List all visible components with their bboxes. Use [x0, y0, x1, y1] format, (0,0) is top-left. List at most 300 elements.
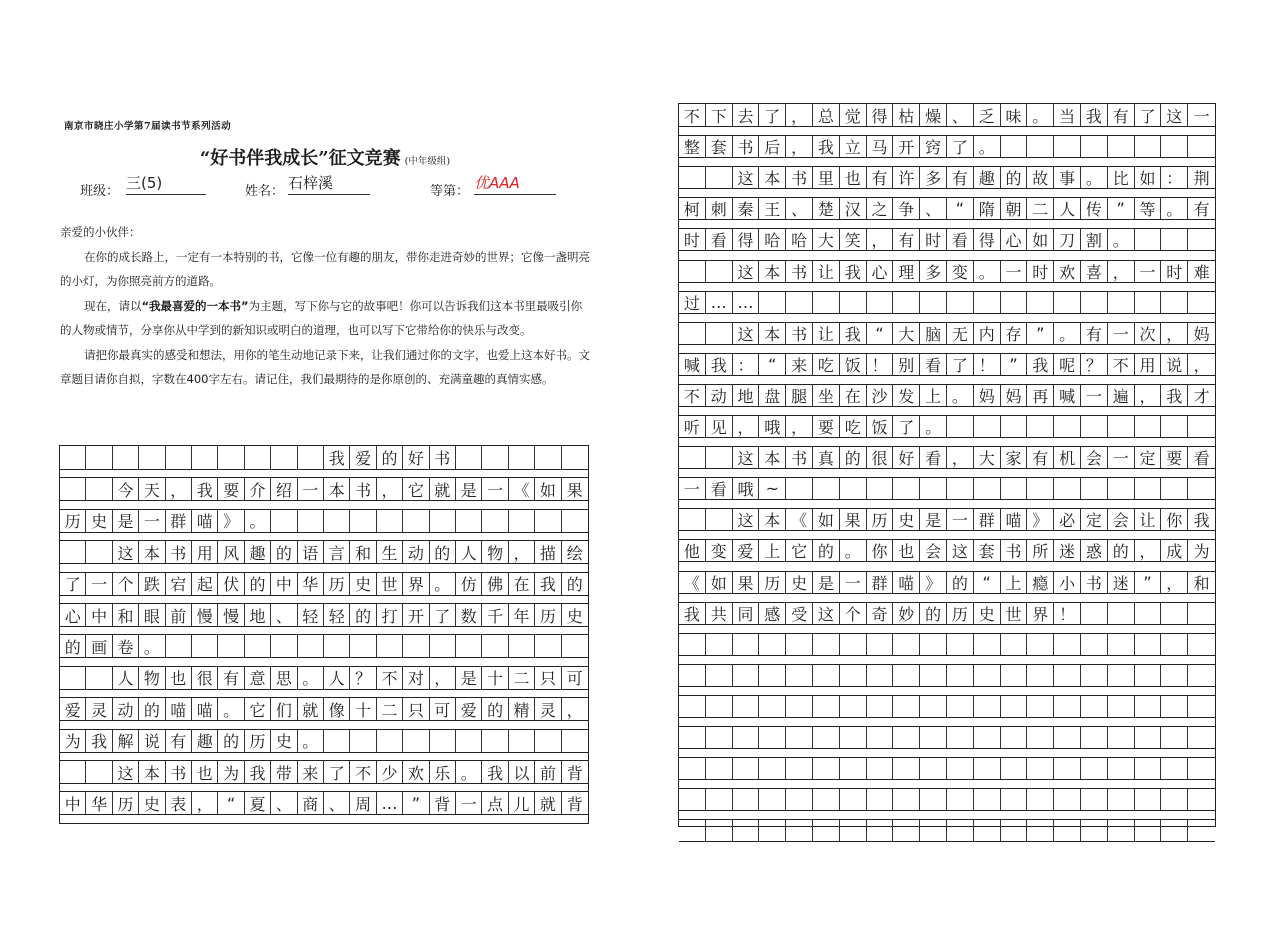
- essay-cell: [324, 510, 350, 532]
- essay-cell: [86, 761, 112, 783]
- essay-row: [679, 260, 1215, 283]
- essay-cell: [113, 446, 139, 469]
- essay-cell: 这: [113, 541, 139, 563]
- essay-cell: 介: [245, 478, 271, 500]
- essay-cell: 人: [324, 667, 350, 689]
- essay-cell: 味: [1001, 104, 1028, 126]
- essay-cell: [1135, 292, 1162, 313]
- essay-cell: [1001, 789, 1028, 810]
- essay-cell: 点: [482, 792, 508, 814]
- essay-cell: 的: [840, 447, 867, 468]
- essay-cell: [1081, 820, 1108, 841]
- essay-cell: 少: [377, 761, 403, 783]
- prompt-theme: “我最喜爱的一本书”: [141, 298, 249, 313]
- essay-cell: 这: [733, 509, 760, 530]
- essay-cell: 机: [1054, 447, 1081, 468]
- essay-cell: 商: [298, 792, 324, 814]
- essay-row: [60, 760, 588, 784]
- essay-cell: 我: [813, 136, 840, 157]
- essay-cell: ：: [1161, 167, 1188, 188]
- essay-cell: [1001, 478, 1028, 499]
- essay-cell: 一: [1108, 447, 1135, 468]
- essay-cell: 上: [759, 540, 786, 561]
- essay-cell: 也: [840, 167, 867, 188]
- essay-cell: 历: [245, 730, 271, 752]
- essay-cell: [679, 634, 706, 655]
- essay-cell: [1027, 758, 1054, 779]
- essay-cell: 今: [113, 478, 139, 500]
- essay-cell: 乐: [430, 761, 456, 783]
- essay-cell: [893, 696, 920, 717]
- essay-cell: 一: [139, 510, 165, 532]
- essay-cell: 周: [350, 792, 376, 814]
- essay-cell: 这: [733, 323, 760, 344]
- essay-cell: [1027, 665, 1054, 686]
- essay-cell: [1027, 789, 1054, 810]
- essay-cell: 有: [867, 167, 894, 188]
- essay-cell: 要: [1161, 447, 1188, 468]
- essay-cell: [759, 758, 786, 779]
- essay-cell: [1135, 820, 1162, 841]
- essay-cell: 画: [86, 635, 112, 657]
- essay-cell: 本: [759, 167, 786, 188]
- essay-row: [679, 633, 1215, 656]
- essay-cell: 历: [759, 572, 786, 593]
- essay-cell: [298, 635, 324, 657]
- essay-cell: 了: [947, 354, 974, 375]
- essay-cell: 哈: [759, 229, 786, 250]
- essay-cell: 时: [920, 229, 947, 250]
- essay-row: [679, 446, 1215, 469]
- essay-cell: [733, 820, 760, 841]
- essay-cell: ，: [733, 416, 760, 437]
- essay-cell: 。: [947, 385, 974, 406]
- essay-cell: 和: [113, 604, 139, 626]
- essay-cell: [192, 446, 218, 469]
- essay-cell: 爱: [60, 698, 86, 720]
- essay-cell: 年: [509, 604, 535, 626]
- essay-cell: 史: [566, 606, 583, 626]
- essay-cell: [403, 730, 429, 752]
- essay-cell: [679, 167, 706, 188]
- essay-cell: 二: [1027, 198, 1054, 219]
- essay-cell: [1027, 478, 1054, 499]
- essay-cell: 有: [1193, 200, 1210, 220]
- essay-row: [60, 509, 588, 533]
- prompt-paragraph-1: 在你的成长路上，一定有一本特别的书，它像一位有趣的朋友，带你走进奇妙的世界；它像一盏明亮的小灯，为你照亮前方的道路。: [60, 249, 590, 288]
- essay-cell: ”: [403, 792, 429, 814]
- essay-cell: 割: [1081, 229, 1108, 250]
- essay-cell: [1161, 136, 1188, 157]
- essay-cell: 次: [1135, 323, 1162, 344]
- contest-group: (中年级组): [404, 156, 451, 167]
- essay-cell: 让: [1135, 509, 1162, 530]
- essay-cell: 存: [1001, 323, 1028, 344]
- essay-cell: [403, 510, 429, 532]
- essay-cell: 灵: [86, 698, 112, 720]
- essay-cell: 会: [1081, 447, 1108, 468]
- essay-cell: ，: [947, 447, 974, 468]
- essay-cell: [840, 758, 867, 779]
- essay-cell: 背: [566, 763, 583, 783]
- essay-cell: [974, 727, 1001, 748]
- essay-cell: 宕: [166, 573, 192, 595]
- essay-cell: 的: [60, 635, 86, 657]
- essay-cell: [813, 292, 840, 313]
- class-value: 三(5): [126, 172, 206, 195]
- essay-cell: 历: [947, 603, 974, 624]
- essay-cell: 隋: [974, 198, 1001, 219]
- essay-cell: [1161, 696, 1188, 717]
- essay-cell: [218, 446, 244, 469]
- essay-cell: [786, 727, 813, 748]
- essay-cell: 这: [113, 761, 139, 783]
- essay-cell: [947, 665, 974, 686]
- essay-cell: 我: [679, 603, 706, 624]
- essay-cell: 共: [706, 603, 733, 624]
- essay-cell: [456, 635, 482, 657]
- essay-cell: 成: [1161, 540, 1188, 561]
- essay-cell: [813, 665, 840, 686]
- essay-cell: 套: [706, 136, 733, 157]
- essay-cell: ，: [1161, 323, 1188, 344]
- essay-cell: [1054, 416, 1081, 437]
- essay-cell: [947, 292, 974, 313]
- essay-cell: [430, 635, 456, 657]
- essay-cell: 意: [245, 667, 271, 689]
- essay-cell: 有: [1081, 323, 1108, 344]
- essay-cell: 来: [298, 761, 324, 783]
- essay-cell: 。: [1081, 167, 1108, 188]
- essay-cell: 数: [456, 604, 482, 626]
- essay-cell: [920, 696, 947, 717]
- essay-cell: [1188, 820, 1215, 841]
- essay-cell: 就: [298, 698, 324, 720]
- essay-cell: [1135, 789, 1162, 810]
- essay-cell: 这: [947, 540, 974, 561]
- essay-cell: 。: [840, 540, 867, 561]
- essay-cell: 了: [759, 104, 786, 126]
- essay-cell: [60, 446, 86, 469]
- essay-cell: 就: [535, 792, 561, 814]
- essay-cell: 用: [1135, 354, 1162, 375]
- essay-cell: 时: [1027, 261, 1054, 282]
- essay-cell: 脑: [920, 323, 947, 344]
- essay-cell: [1108, 820, 1135, 841]
- essay-cell: [86, 446, 112, 469]
- essay-cell: [974, 758, 1001, 779]
- essay-cell: 喵: [893, 572, 920, 593]
- essay-cell: 可: [430, 698, 456, 720]
- essay-cell: 群: [867, 572, 894, 593]
- essay-cell: 饭: [840, 354, 867, 375]
- essay-cell: 要: [813, 416, 840, 437]
- essay-cell: 儿: [509, 792, 535, 814]
- essay-cell: 。: [974, 261, 1001, 282]
- essay-row: [679, 353, 1215, 376]
- essay-cell: 欢: [403, 761, 429, 783]
- essay-cell: 荆: [1193, 169, 1210, 189]
- essay-cell: 不: [350, 761, 376, 783]
- essay-cell: [679, 261, 706, 282]
- essay-cell: 和: [350, 541, 376, 563]
- essay-cell: [1081, 416, 1108, 437]
- essay-cell: 趣: [192, 730, 218, 752]
- essay-cell: 一: [298, 478, 324, 500]
- essay-cell: [1108, 789, 1135, 810]
- essay-cell: 不: [1108, 354, 1135, 375]
- essay-cell: [786, 292, 813, 313]
- essay-cell: [1188, 292, 1215, 313]
- essay-cell: 历: [324, 573, 350, 595]
- essay-cell: 界: [403, 573, 429, 595]
- essay-cell: 。: [430, 573, 456, 595]
- essay-cell: 只: [403, 698, 429, 720]
- essay-cell: 喜: [1081, 261, 1108, 282]
- essay-cell: 哦: [733, 478, 760, 499]
- essay-cell: 二: [377, 698, 403, 720]
- essay-cell: 就: [430, 478, 456, 500]
- essay-cell: [1188, 478, 1215, 499]
- essay-cell: 奇: [867, 603, 894, 624]
- essay-cell: 华: [86, 792, 112, 814]
- grade-value: 优AAA: [474, 172, 556, 195]
- essay-cell: [974, 665, 1001, 686]
- essay-cell: 说: [1161, 354, 1188, 375]
- essay-cell: ，: [1135, 540, 1162, 561]
- essay-cell: [706, 509, 733, 530]
- essay-cell: 本: [324, 478, 350, 500]
- essay-cell: [1135, 136, 1162, 157]
- essay-cell: 上: [1001, 572, 1028, 593]
- essay-cell: [974, 478, 1001, 499]
- essay-cell: 慢: [192, 604, 218, 626]
- essay-cell: [893, 758, 920, 779]
- essay-row: [679, 384, 1215, 407]
- essay-row: [679, 508, 1215, 531]
- essay-cell: [1108, 665, 1135, 686]
- essay-cell: 绍: [271, 478, 297, 500]
- essay-row: [679, 695, 1215, 718]
- essay-cell: 要: [218, 478, 244, 500]
- essay-cell: [759, 634, 786, 655]
- essay-cell: [1108, 727, 1135, 748]
- essay-cell: 多: [920, 261, 947, 282]
- essay-cell: 感: [759, 603, 786, 624]
- essay-cell: [1054, 136, 1081, 157]
- essay-cell: ！: [867, 354, 894, 375]
- essay-cell: 理: [893, 261, 920, 282]
- essay-cell: 我: [245, 761, 271, 783]
- essay-cell: [1135, 416, 1162, 437]
- essay-cell: 个: [113, 573, 139, 595]
- essay-cell: 书: [786, 447, 813, 468]
- essay-cell: …: [377, 792, 403, 814]
- essay-cell: ，: [1135, 385, 1162, 406]
- essay-cell: 乏: [974, 104, 1001, 126]
- essay-cell: 一: [482, 478, 508, 500]
- essay-cell: 如: [813, 509, 840, 530]
- essay-row: [679, 477, 1215, 500]
- essay-cell: [1027, 696, 1054, 717]
- essay-cell: 刺: [706, 198, 733, 219]
- essay-cell: [974, 820, 1001, 841]
- essay-cell: ，: [1161, 572, 1188, 593]
- essay-cell: [1027, 136, 1054, 157]
- essay-cell: 定: [1135, 447, 1162, 468]
- essay-cell: 精: [509, 698, 535, 720]
- prompt-greeting: 亲爱的小伙伴：: [60, 225, 141, 239]
- essay-cell: [867, 665, 894, 686]
- essay-cell: 当: [1054, 104, 1081, 126]
- essay-cell: 如: [706, 572, 733, 593]
- essay-cell: 我: [535, 573, 561, 595]
- essay-cell: [920, 665, 947, 686]
- essay-cell: [1081, 758, 1108, 779]
- essay-cell: [535, 730, 561, 752]
- essay-cell: [1001, 758, 1028, 779]
- essay-cell: [1027, 820, 1054, 841]
- essay-cell: 带: [271, 761, 297, 783]
- essay-cell: [1135, 634, 1162, 655]
- essay-cell: 轻: [298, 604, 324, 626]
- essay-cell: [1001, 136, 1028, 157]
- essay-cell: 无: [947, 323, 974, 344]
- essay-cell: 、: [947, 104, 974, 126]
- essay-cell: 描: [535, 541, 561, 563]
- essay-cell: 喵: [192, 698, 218, 720]
- essay-cell: [1188, 727, 1215, 748]
- essay-cell: [430, 510, 456, 532]
- essay-cell: 我: [192, 478, 218, 500]
- essay-cell: [1001, 820, 1028, 841]
- essay-cell: 。: [245, 510, 271, 532]
- essay-cell: 听: [679, 416, 706, 437]
- essay-cell: 轻: [324, 604, 350, 626]
- essay-cell: 爱: [456, 698, 482, 720]
- essay-cell: 妈: [1193, 324, 1210, 344]
- essay-cell: [733, 634, 760, 655]
- essay-cell: 我: [482, 761, 508, 783]
- essay-cell: 果: [733, 572, 760, 593]
- essay-cell: [509, 635, 535, 657]
- essay-cell: [733, 789, 760, 810]
- class-label: 班级：: [80, 184, 120, 199]
- essay-cell: [1108, 136, 1135, 157]
- essay-cell: 这: [1161, 104, 1188, 126]
- essay-cell: 的: [482, 698, 508, 720]
- essay-cell: [166, 635, 192, 657]
- essay-cell: 呢: [1054, 354, 1081, 375]
- essay-cell: [706, 727, 733, 748]
- essay-row: [679, 415, 1215, 438]
- essay-cell: [679, 727, 706, 748]
- essay-cell: [786, 696, 813, 717]
- essay-cell: [786, 789, 813, 810]
- essay-row: [60, 666, 588, 690]
- essay-cell: [1054, 727, 1081, 748]
- essay-cell: 了: [324, 761, 350, 783]
- essay-cell: [456, 510, 482, 532]
- essay-cell: 别: [893, 354, 920, 375]
- essay-cell: 哦: [759, 416, 786, 437]
- essay-cell: [733, 758, 760, 779]
- essay-cell: 必: [1054, 509, 1081, 530]
- essay-cell: [974, 292, 1001, 313]
- essay-cell: [1161, 478, 1188, 499]
- essay-cell: 。: [1027, 104, 1054, 126]
- essay-cell: ，: [1108, 261, 1135, 282]
- essay-cell: 是: [113, 510, 139, 532]
- essay-cell: 和: [1193, 573, 1210, 593]
- essay-cell: 看: [706, 478, 733, 499]
- essay-cell: [759, 727, 786, 748]
- essay-cell: 喊: [1054, 385, 1081, 406]
- essay-cell: “: [867, 323, 894, 344]
- essay-cell: [840, 727, 867, 748]
- essay-cell: 大: [893, 323, 920, 344]
- essay-cell: 的: [350, 604, 376, 626]
- essay-cell: [1027, 416, 1054, 437]
- essay-cell: [947, 820, 974, 841]
- name-value: 石梓溪: [288, 172, 370, 195]
- essay-cell: 盘: [759, 385, 786, 406]
- essay-cell: 柯: [679, 198, 706, 219]
- essay-cell: 起: [192, 573, 218, 595]
- essay-cell: 好: [403, 446, 429, 469]
- essay-cell: 整: [679, 136, 706, 157]
- essay-cell: 、: [271, 792, 297, 814]
- essay-cell: 》: [920, 572, 947, 593]
- essay-cell: 背: [430, 792, 456, 814]
- essay-cell: 历: [113, 792, 139, 814]
- essay-cell: 书: [350, 478, 376, 500]
- essay-cell: 是: [813, 572, 840, 593]
- essay-cell: 书: [1081, 572, 1108, 593]
- essay-cell: 爱: [733, 540, 760, 561]
- essay-cell: [706, 634, 733, 655]
- essay-cell: 刀: [1054, 229, 1081, 250]
- essay-cell: [947, 696, 974, 717]
- essay-cell: 一: [840, 572, 867, 593]
- essay-cell: 动: [403, 541, 429, 563]
- essay-cell: [1081, 789, 1108, 810]
- essay-cell: 。: [1161, 198, 1188, 219]
- essay-cell: 。: [1108, 229, 1135, 250]
- essay-cell: [1135, 727, 1162, 748]
- essay-cell: 为: [1193, 542, 1210, 562]
- essay-cell: 书: [786, 261, 813, 282]
- essay-cell: [1081, 603, 1108, 624]
- essay-cell: 后: [759, 136, 786, 157]
- essay-cell: [706, 167, 733, 188]
- essay-cell: [733, 696, 760, 717]
- essay-cell: 有: [218, 667, 244, 689]
- essay-cell: [562, 510, 588, 532]
- essay-cell: 只: [535, 667, 561, 689]
- essay-cell: [192, 635, 218, 657]
- essay-cell: 喊: [679, 354, 706, 375]
- essay-cell: ，: [509, 541, 535, 563]
- essay-cell: [759, 696, 786, 717]
- essay-cell: 妈: [1001, 385, 1028, 406]
- essay-cell: [1054, 478, 1081, 499]
- essay-cell: 解: [113, 730, 139, 752]
- essay-cell: 的: [218, 730, 244, 752]
- essay-row: [679, 291, 1215, 314]
- essay-cell: [324, 635, 350, 657]
- essay-cell: [840, 292, 867, 313]
